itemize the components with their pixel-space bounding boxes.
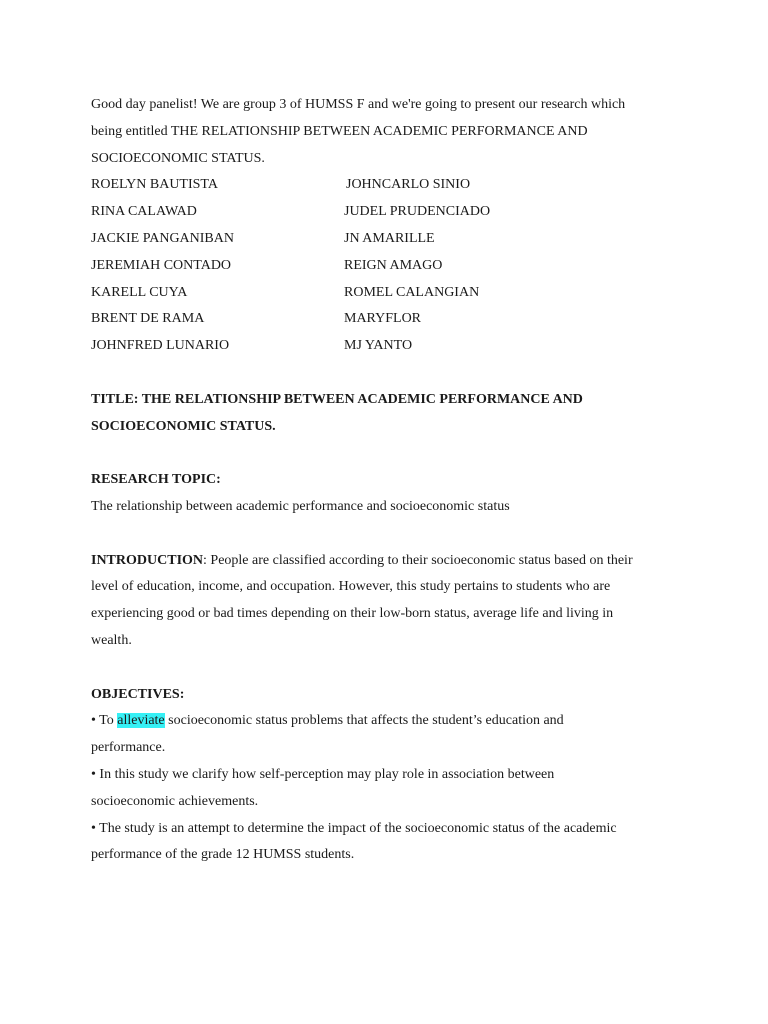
member-name: MJ YANTO	[344, 338, 413, 354]
member-name: BRENT DE RAMA	[91, 311, 205, 327]
introduction-line-4: wealth.	[91, 632, 132, 648]
member-row	[91, 199, 691, 226]
research-topic-heading: RESEARCH TOPIC:	[91, 472, 221, 488]
introduction-text: : People are classified according to their socioeconomic status based on their	[203, 552, 633, 568]
title-line-1: TITLE: THE RELATIONSHIP BETWEEN ACADEMIC PERFORMANCE AND	[91, 391, 583, 407]
objective-item-2-cont: socioeconomic achievements.	[91, 793, 259, 809]
member-name: JN AMARILLE	[344, 230, 435, 246]
introduction-heading: INTRODUCTION	[91, 552, 204, 568]
objective-item-3: • The study is an attempt to determine the impact of the socioeconomic status of the academic	[91, 820, 617, 836]
objective-item-2: • In this study we clarify how self-perception may play role in association between	[91, 766, 555, 782]
highlighted-word: alleviate	[117, 713, 165, 729]
member-row	[91, 280, 691, 307]
member-row	[91, 226, 691, 253]
member-name: REIGN AMAGO	[344, 257, 443, 273]
objectives-heading: OBJECTIVES:	[91, 686, 185, 702]
intro-line-2: being entitled THE RELATIONSHIP BETWEEN ACADEMIC PERFORMANCE AND	[91, 123, 588, 139]
member-row	[91, 253, 691, 280]
document-page	[91, 92, 691, 869]
member-row	[91, 333, 691, 360]
title-line-2: SOCIOECONOMIC STATUS.	[91, 418, 276, 434]
member-name: JACKIE PANGANIBAN	[91, 230, 234, 246]
intro-line-3: SOCIOECONOMIC STATUS.	[91, 150, 265, 166]
member-name: RINA CALAWAD	[91, 204, 197, 220]
member-name: JEREMIAH CONTADO	[91, 257, 232, 273]
objective-text: socioeconomic status problems that affects the student’s education and	[164, 713, 564, 729]
member-row	[91, 306, 691, 333]
member-row	[91, 172, 691, 199]
intro-line-1: Good day panelist! We are group 3 of HUMSS F and we're going to present our research which	[91, 97, 626, 112]
research-topic-text: The relationship between academic performance and socioeconomic status	[91, 498, 510, 514]
member-name: JUDEL PRUDENCIADO	[344, 204, 491, 220]
introduction-line-3: experiencing good or bad times depending on their low-born status, average life and living in	[91, 606, 614, 622]
objective-item-1-cont: performance.	[91, 740, 166, 756]
objective-item-1	[91, 708, 691, 735]
member-name: ROELYN BAUTISTA	[91, 177, 218, 193]
member-list	[91, 172, 691, 360]
member-name: ROMEL CALANGIAN	[344, 284, 480, 300]
member-name: JOHNFRED LUNARIO	[91, 338, 230, 354]
objective-item-3-cont: performance of the grade 12 HUMSS students.	[91, 847, 355, 863]
introduction-line-2: level of education, income, and occupation. However, this study pertains to students who are	[91, 579, 611, 595]
objective-bullet-prefix: • To	[91, 713, 118, 729]
member-name: MARYFLOR	[344, 311, 422, 327]
member-name: JOHNCARLO SINIO	[346, 177, 471, 193]
member-name: KARELL CUYA	[91, 284, 188, 300]
introduction-line-1	[91, 548, 691, 575]
